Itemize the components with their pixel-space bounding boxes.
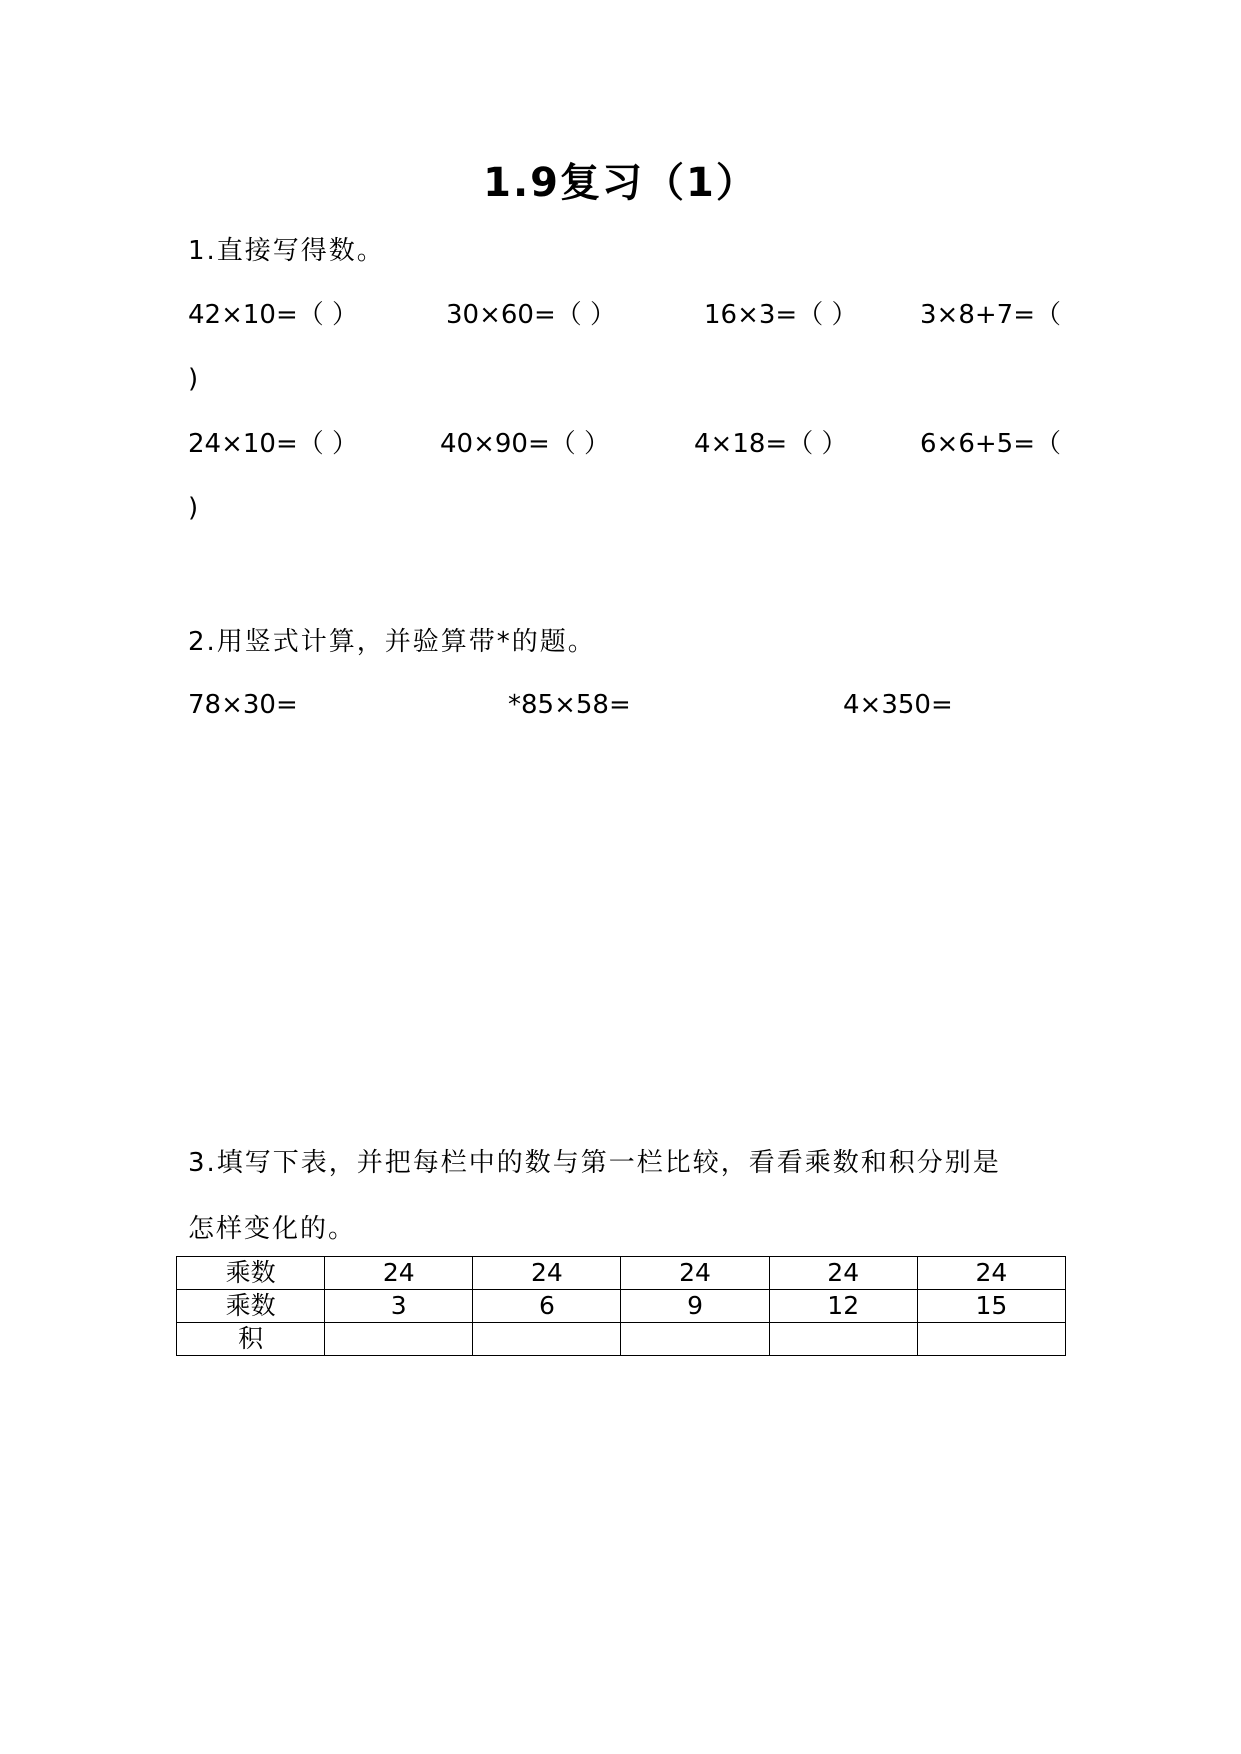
multiplication-table [176,1256,1066,1356]
q2-expression: *85×58= [508,690,631,720]
q1-expression: 6×6+5=（ [920,429,1061,459]
q2-heading: 2.用竖式计算，并验算带*的题。 [188,627,596,657]
answer-cell[interactable] [325,1323,473,1356]
q1-wrap-paren: ) [188,493,199,523]
page-title: 1.9复习（1） [483,160,758,206]
q3-heading-line2: 怎样变化的。 [188,1214,357,1244]
table-cell: 24 [621,1257,769,1290]
q3-heading-line1: 3.填写下表，并把每栏中的数与第一栏比较，看看乘数和积分别是 [188,1148,1001,1178]
table-cell: 24 [473,1257,621,1290]
table-cell: 9 [621,1290,769,1323]
table-cell: 24 [917,1257,1065,1290]
q1-expression: 42×10=（ ） [188,300,359,330]
row-label: 积 [177,1323,325,1356]
q1-wrap-paren: ) [188,364,199,394]
q1-expression: 4×18=（ ） [694,429,848,459]
answer-cell[interactable] [473,1323,621,1356]
table-cell: 24 [325,1257,473,1290]
table-cell: 6 [473,1290,621,1323]
q2-expression: 4×350= [843,690,953,720]
q2-expression: 78×30= [188,690,298,720]
q1-expression: 24×10=（ ） [188,429,359,459]
q1-expression: 3×8+7=（ [920,300,1061,330]
row-label: 乘数 [177,1290,325,1323]
answer-cell[interactable] [769,1323,917,1356]
answer-cell[interactable] [917,1323,1065,1356]
q1-expression: 30×60=（ ） [446,300,617,330]
table-row [177,1290,1066,1323]
table-cell: 12 [769,1290,917,1323]
q1-expression: 16×3=（ ） [704,300,858,330]
table-cell: 24 [769,1257,917,1290]
table-cell: 3 [325,1290,473,1323]
q1-expression: 40×90=（ ） [440,429,611,459]
answer-cell[interactable] [621,1323,769,1356]
table-row [177,1257,1066,1290]
table-row [177,1323,1066,1356]
row-label: 乘数 [177,1257,325,1290]
table-cell: 15 [917,1290,1065,1323]
q1-heading: 1.直接写得数。 [188,236,385,266]
